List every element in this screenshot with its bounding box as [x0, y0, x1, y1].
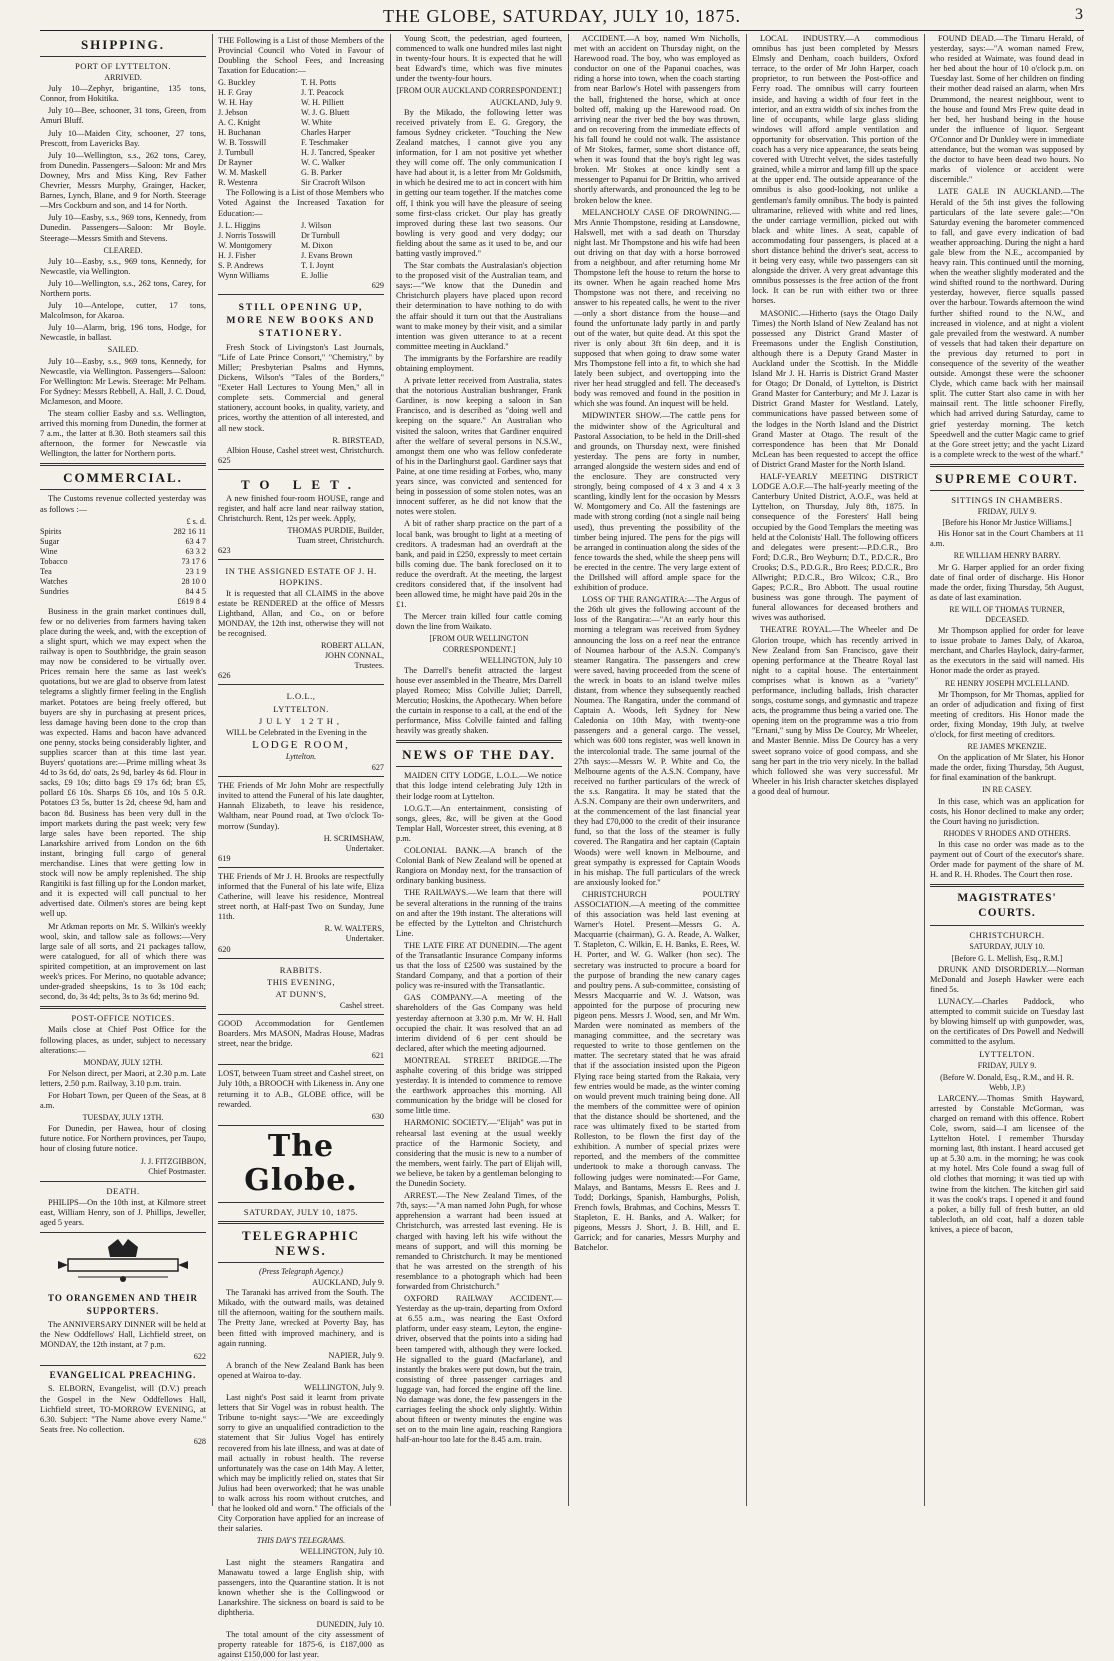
arrived-label: ARRIVED.: [104, 73, 142, 83]
news-item: HALF-YEARLY MEETING DISTRICT LODGE A.O.F.—The half-yearly meeting of the Canterbury United District, A.O.F., was held at Lyttelton, on Thursday, July 8th, 1875. In consequence of the Foresters' Hall being occupied by the Good Templars the meeting was held at the Colonists' Hall. The following officers and delegates were present:—P.D.C.R., Bro Ford; D.C.R., Bro Weyburn; D.T., P.D.C.R., Bro Crooks; D.S., P.D.G.R., Bro Rees; P.D.C.R., Bro Allwright; P.D.C.R., Bro Wilcox; C.R., Bro Gapes; P.C.R., Bro Abbott. The usual routine business was gone through. The payment of funeral allowances for deceased brothers and wives was authorised.: [752, 472, 918, 623]
masthead: [40, 6, 1084, 28]
news-item: LOSS OF THE RANGATIRA:—The Argus of the 26th ult gives the following account of the loss of the Rangatira:—"At an early hour this morning a telegram was received from Sydney announcing the loss on a reef near the entrance of Noumea harbour of the A.S.N. Company's steamer Rangatira. The passengers and crew were saved, having proceeded from the scene of the wreck in boats to an island twelve miles distant, from whence they subsequently reached Noumea. The Rangatira, under the command of Captain A. Woods, left Sydney for New Caledonia on 10th May, with twenty-one passengers and a general cargo. The vessel, which was 600 tons register, was well known in the intercolonial trade. The same journal of the 27th says:—Messrs W. P. White and Co, the Melbourne agents of the A.S.N. Company, have received no further particulars of the wreck of the s.s. Rangatira. It may be stated that the A.S.N. Company are their own underwriters, and at the commencement of the last financial year they had £70,000 to the credit of their insurance fund, so that the loss of the steamer is fully covered. The Rangatira and her captain (Captain Woods) were well known in Melbourne, and great sympathy is expressed for Captain Woods in his mishap. The full particulars of the wreck are anxiously looked for.": [574, 595, 740, 887]
ad-number: 628: [193, 1436, 206, 1446]
case-body: Mr Thompson, for Mr Thomas, applied for an order of adjudication and fixing of first meeting of creditors. His Honor made the order, fixing Monday, 19th July, at twelve o'clock, for first meeting of creditors.: [930, 689, 1084, 739]
port-heading: PORT OF LYTTELTON.: [74, 61, 172, 71]
news-item: COLONIAL BANK.—A branch of the Colonial Bank of New Zealand will be opened at Rangiora on Monday next, for the transaction of ordinary banking business.: [396, 846, 562, 886]
death-heading: DEATH.: [106, 1185, 140, 1196]
shipping-entry: July 10—Zephyr, brigantine, 135 tons, Connor, from Hokitika.: [40, 84, 206, 104]
shipping-entry: July 10—Antelope, cutter, 17 tons, Malcolmson, for Akaroa.: [40, 301, 206, 321]
lol-date: JULY 12TH,: [258, 715, 344, 726]
case-title: RE WILLIAM HENRY BARRY.: [953, 551, 1061, 561]
shipping-heading: SHIPPING.: [80, 37, 166, 52]
customs-intro: The Customs revenue collected yesterday was as follows :—: [40, 494, 206, 514]
commercial-heading: COMMERCIAL.: [63, 470, 183, 486]
column-divider: [568, 34, 569, 1506]
column-divider: [390, 34, 391, 1506]
news-paragraph: Young Scott, the pedestrian, aged fourteen, commenced to walk one hundred miles last night in twenty-four hours. It is expected that he will beat Edward's time, which was five minutes under the twenty-four hours.: [396, 34, 562, 84]
lyttelton-heading: LYTTELTON.: [979, 1049, 1035, 1060]
news-item: HARMONIC SOCIETY.—"Elijah" was put in rehearsal last evening at the usual weekly practice of the Harmonic Society, and considering that the music is new to a number of the members, went fairly. The part of Elijah will, we believe, be taken by a gentleman belonging to the Dunedin Society.: [396, 1118, 562, 1189]
column-6: [930, 34, 1084, 1506]
customs-table: [40, 517, 206, 607]
case-title: RE HENRY JOSEPH M'CLELLAND.: [944, 678, 1070, 688]
divider: [40, 463, 206, 466]
news-item: THE LATE FIRE AT DUNEDIN.—The agent of the Transatlantic Insurance Company informs us that the loss of £2500 was sustained by the Standard Company, and that a portion of their policy was re-insured with the Transatlantic.: [396, 940, 562, 991]
ad-number: 623: [218, 546, 231, 556]
shipping-entry: July 10—Easby, s.s., 969 tons, Kennedy, from Dunedin. Passengers—Saloon: Mr Boyle. Steerage—Messrs Smith and Stevens.: [40, 213, 206, 243]
news-item: MAIDEN CITY LODGE, L.O.L.—We notice that this lodge intend celebrating July 12th in their lodge room at Lyttelton.: [396, 771, 562, 801]
table-row: Tea 23 1 9: [40, 566, 206, 576]
shipping-entry: July 10—Wellington, s.s., 262 tons, Carey, from Dunedin. Passengers—Saloon: Mr and Mrs Downey, Mrs and Miss King, Rev Father Chevrier, Messrs Murphy, Grainger, Hacker, Barnes, Lynch, Blane, and 9 for North. Steerage—Mrs Cockburn and son, and 14 for North.: [40, 150, 206, 211]
telegram: A branch of the New Zealand Bank has been opened at Wairoa to-day.: [218, 1360, 384, 1380]
news-item: LOCAL INDUSTRY.—A commodious omnibus has just been completed by Messrs Elmsly and Denham, coach builders, Oxford terrace, to the order of Mr John Harper, coach proprietor, to run between the Post-office and Ferry road. The omnibus will carry fourteen inside, and having a width of four feet in the interior, and an extra width of six inches from the line of occupants, while large glass sliding windows will afford ample ventilation and opportunity for observation. This portion of the coach has a very nice appearance, the seats being covered with Utrecht velvet, the sides tastefully grained, while a mirror and lamp fill up the space at the upper end. The outside appearance of the omnibus is also good-looking, not unlike a gentleman's family omnibus. The body is painted ultramarine, relieved with white and red lines, the under carriage vermillion, picked out with black and white lines. A seat, capable of accommodating four passengers, is placed at a short distance behind the driver's seat, access to it being very easy, while two passengers can sit alongside the driver. A very great advantage this omnibus possesses is the free action of the front lock. It can be run with either two or three horses.: [752, 34, 918, 306]
column-3: [396, 34, 562, 1506]
shipping-entry: July 10—Easby, s.s., 969 tons, Kennedy, for Newcastle, via Wellington.: [40, 256, 206, 276]
rabbits-heading: RABBITS.: [279, 964, 323, 975]
dunns-street: Cashel street.: [339, 1000, 384, 1010]
table-row: Watches 28 10 0: [40, 576, 206, 586]
divider: [218, 1202, 384, 1203]
to-let-ad: [218, 472, 384, 561]
to-let-body: A new finished four-room HOUSE, range and register, and half acre land near railway station, Christchurch. Rent, 12s per week. Apply,: [218, 493, 384, 524]
to-let-address: Tuam street, Christchurch.: [296, 536, 384, 546]
mohr-funeral-notice: [218, 779, 384, 868]
table-row: Tobacco 73 17 6: [40, 556, 206, 566]
brooks-body: THE Friends of Mr J. H. Brooks are respectfully informed that the Funeral of his late wife, Eliza Catherine, will leave his residence, Montreal street north, at Half-past Two on Sunday, June 11th.: [218, 871, 384, 922]
evangelical-heading: EVANGELICAL PREACHING.: [49, 1370, 197, 1381]
orange-body: The ANNIVERSARY DINNER will be held at the New Oddfellows' Hall, Lichfield street, on MONDAY, the 12th instant, at 7 p.m.: [40, 1320, 206, 1350]
news-paragraph: The immigrants by the Forfarshire are readily obtaining employment.: [396, 353, 562, 373]
lost-body: LOST, between Tuam street and Cashel street, on July 10th, a BROOCH with Likeness in. Any one returning it to A.B., GLOBE office, will be rewarded.: [218, 1069, 384, 1109]
table-row: Sundries 84 4 5: [40, 586, 206, 596]
estate-heading: IN THE ASSIGNED ESTATE OF J. H. HOPKINS.: [225, 566, 377, 587]
estate-body: It is requested that all CLAIMS in the above estate be RENDERED at the office of Messrs Lightband, Allan, and Co., on or before MONDAY, the 12th inst, otherwise they will not be recognised.: [218, 588, 384, 638]
masthead-rule: [40, 30, 1084, 31]
table-row: Sugar 63 4 7: [40, 536, 206, 546]
customs-header: £ s. d.: [186, 516, 206, 526]
brooks-funeral-notice: [218, 870, 384, 959]
news-paragraph: A private letter received from Australia, states that the notorious Australian bushranger, Frank Gardiner, is now keeping a saloon in San Francisco, and is described as "doing well and keeping on the square." An Australian who visited the saloon, writes that Gardiner enquired after the welfare of several persons in N.S.W., amongst them one who was fellow confederate of his in the Darlinghurst gaol. Gardiner says that Paine, at one time residing at Forbes, who, many years since, was convicted and sentenced for being in possession of some stolen notes, was an innocent sufferer, as he did not know that the notes were stolen.: [396, 376, 562, 517]
dateline: WELLINGTON, July 9.: [304, 1382, 384, 1392]
columns: [40, 34, 1084, 1660]
column-divider: [924, 34, 925, 1506]
masthead-title: THE GLOBE, SATURDAY, JULY 10, 1875.: [382, 6, 742, 26]
telegram: Last night the steamers Rangatira and Manawatu towed a large English ship, with passengers, into the Quarantine station. It is not known whether she is the Collingwood or Lanarkshire. The sickness on board is said to be diphtheria.: [218, 1557, 384, 1618]
dateline: AUCKLAND, July 9.: [312, 1278, 384, 1288]
ad-number: 620: [218, 944, 231, 954]
dateline: AUCKLAND, July 9.: [490, 97, 562, 107]
case-title: IN RE CASEY.: [982, 785, 1032, 795]
case-body: In this case, which was an application for costs, his Honor declined to make any order; the Court having no jurisdiction.: [930, 796, 1084, 826]
divider: [218, 1262, 384, 1263]
books-ad: [218, 297, 384, 470]
divider: [930, 884, 1084, 887]
cleared-label: CLEARED.: [103, 245, 143, 255]
orange-heading: TO ORANGEMEN AND THEIR SUPPORTERS.: [48, 1293, 198, 1317]
court-item: DRUNK AND DISORDERLY.—Norman McDonald and Joseph Hawker were each fined 5s.: [930, 964, 1084, 994]
lol-ad: [218, 687, 384, 777]
table-row: Spirits 282 16 11: [40, 526, 206, 536]
shipping-entry: July 10—Easby, s.s., 969 tons, Kennedy, for Newcastle, via Wellington. Passengers—Saloon: For Wellington: Mr Lewis. Steerage: Mr Pelham. For Sydney: Messrs Rebbell, A. Hall, J. C. Doud, McJameson, and Moore.: [40, 356, 206, 406]
lost-ad: [218, 1067, 384, 1125]
shipping-entry: July 10—Bee, schooner, 31 tons, Green, from Amuri Bluff.: [40, 106, 206, 126]
books-heading: STILL OPENING UP, MORE NEW BOOKS AND STATIONERY.: [226, 302, 376, 339]
column-1: [40, 34, 206, 1506]
news-paragraph: A bit of rather sharp practice on the part of a local bank, was brought to light at a meeting of creditors. A tradesman had an overdraft at the bank, and paid in £250, expressly to meet certain bills coming due. The bank foreclosed on it to reduce the overdraft. At the meeting, the largest creditors considered that, if the insolvent had been allowed time, he might have paid 20s in the £1.: [396, 519, 562, 610]
ad-number: 622: [193, 1352, 206, 1362]
news-item: MELANCHOLY CASE OF DROWNING.—Mrs Annie Thompstone, residing at Lansdowne, Halswell, met with a sad death on Thursday night last. Mr Thompstone and his wife had been out driving on that day with a horse borrowed from a neighbour, and after returning home Mr Thompstone left the house to return the horse to its owner. When he again reached home Mrs Thompstone was not there, and receiving no answer to his repeated calls, he went to the river—only a short distance from the house—and found the unfortunate lady partly in and partly out of the water, but quite dead. At this spot the river is only about 3ft 6in deep, and it is supposed that when going to draw some water Mrs Thompstone fell into a fit, to which she had lately been subject, and overtopping into the river her head struggled and fell. The deceased's body was removed and found in the position in which she was found. An inquest will be held.: [574, 207, 740, 409]
ad-number: 621: [371, 1051, 384, 1061]
divider: [218, 1221, 384, 1224]
council-against-intro: The Following is a List of those Members who Voted Against the Increased Taxation for Education:—: [218, 188, 384, 218]
news-item: ARREST.—The New Zealand Times, of the 7th, says:—"A man named John Pugh, for whose apprehension a warrant had been issued at Christchurch, was arrested last evening. He is charged with having left his wife without the means of support, and will this morning be remanded to Christchurch. It may be mentioned that he was arrested on the strength of his resemblance to a photograph which had been forwarded from Christchurch.": [396, 1191, 562, 1291]
page-number: 3: [1075, 6, 1084, 23]
correspondent-heading: [FROM OUR AUCKLAND CORRESPONDENT.]: [396, 86, 562, 96]
telegram: The total amount of the city assessment of property rateable for 1875-6, is £187,000 as against £150,000 for last year.: [218, 1630, 384, 1660]
lol-lodge: LODGE ROOM,: [252, 738, 350, 751]
supreme-court-heading: SUPREME COURT.: [935, 470, 1079, 486]
news-item: OXFORD RAILWAY ACCIDENT.—Yesterday as the up-train, departing from Oxford at 6.55 a.m., was nearing the East Oxford platform, under easy steam, Leyton, the engine-driver, observed that the points into a siding had been tampered with, although they were locked. He signalled to the guard (Macfarlane), and instantly the brakes were put down, but the train, consisting of three passenger carriages and luggage van, had forced the engine off the line. No damage was done, the few passengers in the carriages feeling the shock only slightly. Within about fifteen or twenty minutes the engine was set on to the main line again, reaching Rangiora half-an-hour too late for the 8.45 a.m. train.: [396, 1294, 562, 1445]
news-item: THE RAILWAYS.—We learn that there will be several alterations in the running of the trains on and after the 19th instant. The alterations will be effected by the Lyttelton and Christchurch Line.: [396, 888, 562, 938]
shipping-note: The steam collier Easby and s.s. Wellington, arrived this morning from Dunedin, the former at 7 a.m., the latter at 8.30. Both steamers sail this afternoon, the former for Newcastle via Wellington, the latter for Northern ports.: [40, 409, 206, 459]
globe-nameplate: The Globe.: [244, 1128, 358, 1198]
customs-total: £619 8 4: [177, 596, 206, 606]
post-signature-title: Chief Postmaster.: [148, 1166, 206, 1176]
mohr-title: Undertaker.: [345, 843, 384, 853]
death-notice: PHILIPS—On the 10th inst, at Kilmore street east, William Henry, son of J. Phillips, Jeweller, aged 5 years.: [40, 1197, 206, 1227]
ad-number: 619: [218, 853, 231, 863]
telegram: The Taranaki has arrived from the South. The Mikado, with the outward mails, was detained till the afternoon, waiting for the southern mails. The Pretty Jane, wrecked at Poverty Bay, has been fitted with improved machinery, and is again running.: [218, 1288, 384, 1348]
column-2: [218, 34, 384, 1660]
news-item: LATE GALE IN AUCKLAND.—The Herald of the 5th inst gives the following particulars of the late severe gale:—"On Saturday evening the barometer commenced to fall, and gave every indication of bad weather approaching. During the night a hard gale blew from the N.E., accompanied by heavy rain. This continued until the morning, when the weather slightly moderated and the wind shifted round to the northward. During yesterday, however, fierce squalls passed over the harbour. Towards afternoon the wind further shifted round to the N.W., and increased in violence, and at night a violent gale prevailed from the westward. A number of vessels that had taken their departure on the previous day returned to port in consequence of the severity of the weather outside. Amongst these were the schooner Clyde, which came back with her mainsail split. The cutter Start also came in with her mainsail rent. The little schooner Firefly, which had arrived during Saturday, came to grief yesterday morning. The ketch Speedwell and the cutter Magic came to grief at the Gore street jetty; and the yacht Lizard is a complete wreck to the west of the wharf.": [930, 187, 1084, 459]
divider: [930, 490, 1084, 491]
divider: [40, 1232, 206, 1233]
column-5: [752, 34, 918, 1506]
news-item: ACCIDENT.—A boy, named Wm Nicholls, met with an accident on Thursday night, on the Harewood road. The boy, who was employed as conductor on one of the Papanui coaches, was riding a horse into town, when the coach starting from near Barlow's Hotel with passengers from the ball, frightened the horse, which at once bolted off, making up the Harewood road. On arriving near the river bed the boy was thrown, and on recovering from the immediate effects of his fall found he could not walk. The assistance of Mr Stokes, farmer, some short distance off, when it was found that the boy's right leg was broken. Mr Stokes at once kindly sent a messenger to Papanui for Dr Brittin, who arrived shortly afterwards, and pronounced the leg to be broken below the knee.: [574, 34, 740, 205]
books-address: Albion House, Cashel street west, Christchurch.: [226, 445, 384, 455]
lyttelton-before: (Before W. Donald, Esq., R.M., and H. R. Webb, J.P.): [940, 1072, 1074, 1092]
case-title: RE JAMES M'KENZIE.: [967, 742, 1047, 752]
telegraphic-heading: TELEGRAPHIC NEWS.: [241, 1227, 361, 1258]
dateline: WELLINGTON, July 10: [480, 655, 562, 665]
dunns-at: AT DUNN'S,: [275, 988, 327, 999]
to-let-signature: THOMAS PURDIE, Builder,: [287, 526, 384, 536]
court-item: LUNACY.—Charles Paddock, who attempted to commit suicide on Tuesday last by blowing himself up with gunpowder, was, on the certificates of Drs Powell and Nedwill committed to the asylum.: [930, 996, 1084, 1047]
dateline: NAPIER, July 9.: [328, 1350, 384, 1360]
dateline: WELLINGTON, July 10.: [300, 1547, 384, 1557]
divider: [396, 740, 562, 743]
ad-number: 629: [371, 280, 384, 290]
news-paragraph: By the Mikado, the following letter was received privately from E. G. Gregory, the famous Sydney cricketer. "Touching the New Zealand matches, I cannot give you any information, for I am not positive yet whether they will come off. The only communication I have had about it, is a letter from Mr Goldsmith, in which he desired me to act in concert with him in getting our team together. If the matches come off, I think you will have the pleasure of seeing some first-class cricket. Our play has greatly improved during these last two seasons. Our bowling is very good and very dodgy; our fielding about the same as it used to be, and our batting vastly improved.": [396, 107, 562, 258]
column-divider: [746, 34, 747, 1506]
lol-lodge-place: Lyttelton.: [285, 751, 317, 761]
news-item: CHRISTCHURCH POULTRY ASSOCIATION.—A meeting of the committee of this association was held last evening at Warner's Hotel. Present—Messrs G. A. Macquarrie (chairman), G. A. Reade, A. Walker, T. Stapleton, C. Wilkin, E. H. Banks, E. Rees, W. H. Porter, and W. G. Walker (hon sec). The secretary was instructed to procure a board for the purpose of branding the new canary cages and poultry pens. A sub-committee, consisting of Messrs Macquarrie and W. J. Watson, was appointed for the purpose of procuring new pigeon pens. Messrs J. Wood, sen, and Mr Wm. Marden were nominated as members of the managing committee, and the secretary was requested to write to those gentlemen on the matter. The secretary stated that he was afraid that if the association insisted upon the Pigeon Flying race being started from the Rakaia, very few entries would be made, as the winter coming on would prevent much training being done. All the members of the committee were of opinion that the distance should be shortened, and the race was ultimately fixed to be started from Rolleston, to be flown the first day of the exhibition. A number of special prizes were reported, and the members of the committee undertook to make a thorough canvass. The following judges were nominated:—For Game, Malays, and Bantams, Messrs E. Rees and J. Todd; Dorkings, Spanish, Hamburghs, Polish, French fowls, Brahmas, and Cochins, Messrs T. Stapleton, E. H. Banks, and A. Walker; for pigeons, Messrs J. Short, J. B. Hill, and E. Garrick; and for canaries, Messrs Murphy and Batchelor.: [574, 889, 740, 1253]
lol-place: LYTTELTON.: [273, 703, 329, 714]
post-tuesday: TUESDAY, JULY 13TH.: [82, 1113, 164, 1123]
news-item: MIDWINTER SHOW.—The cattle pens for the midwinter show of the Agricultural and Pastoral Association, to be held in the Drill-shed and grounds, on Thursday next, were finished yesterday. The pens are forty in number, arranged alongside the western sides and end of the enclosure. They are constructed very strongly, being composed of 4 x 3 and 4 x 3 scantling, kindly lent for the occasion by Messrs W. Montgomery and Co. All the fastenings are made with strong cording (not a single nail being used), thus preventing the possibility of the timber being injured. The pens for the pigs will be arranged in continuation along the sides of the fence towards the shed, while the sheep pens will be erected in the centre. The very large extent of the Drillshed will afford ample space for the exhibition of produce.: [574, 411, 740, 593]
council-list: [218, 34, 384, 295]
ad-number: 627: [371, 763, 384, 773]
divider: [40, 1006, 206, 1009]
christchurch-before: [Before G. L. Mellish, Esq., R.M.]: [951, 953, 1063, 963]
evangelical-body: S. ELBORN, Evangelist, will (D.V.) preach the Gospel in the New Oddfellows Hall, Lichfield street, TO-MORROW EVENING, at 6.30. Subject: "The Name above every Name." Seats free. No collection.: [40, 1384, 206, 1434]
ad-number: 626: [218, 671, 231, 681]
news-item: GAS COMPANY.—A meeting of the shareholders of the Gas Company was held yesterday afternoon at 3.30 p.m. Mr W. H. Hall occupied the chair. It was resolved that an ad interim dividend of 6 per cent should be declared, after which the meeting adjourned.: [396, 993, 562, 1053]
lol-body: WILL be Celebrated in the Evening in the: [226, 727, 367, 737]
magistrates-heading: MAGISTRATES' COURTS.: [957, 892, 1057, 920]
telegraphic-agency: (Press Telegraph Agency.): [259, 1266, 343, 1276]
estate-trustees: Trustees.: [354, 661, 384, 671]
case-title: RE WILL OF THOMAS TURNER, DECEASED.: [949, 604, 1065, 624]
post-intro: Mails close at Chief Post Office for the following places, as under, subject to necessary alterations:—: [40, 1025, 206, 1055]
divider: [930, 464, 1084, 467]
case-body: On the application of Mr Slater, his Honor made the order, fixing Thursday, 5th August, for final examination of the bankrupt.: [930, 753, 1084, 783]
news-item: I.O.G.T.—An entertainment, consisting of songs, glees, &c, will be given at the Good Templar Hall, Worcester street, this evening, at 8 p.m.: [396, 803, 562, 843]
case-body: In this case no order was made as to the payment out of Court of the executor's share. Order made for payment of the share of M. H. and R. H. Rhodes. The Court then rose.: [930, 839, 1084, 880]
case-body: Mr Thompson applied for order for leave to issue probate to James Daly, of Akaroa, merchant, and Charles Haylock, dairy-farmer, as the executors in the said will named. His Honor made the order as prayed.: [930, 626, 1084, 676]
post-monday-body: For Nelson direct, per Maori, at 2.30 p.m. Late letters, 2.50 p.m. Railway, 3.10 p.m. train.: [40, 1068, 206, 1088]
dunns-heading: THIS EVENING,: [266, 976, 336, 987]
lol-heading: L.O.L.,: [286, 691, 316, 702]
mohr-body: THE Friends of Mr John Mohr are respectfully invited to attend the Funeral of his late daughter, Hannah Elizabeth, to leave his residence, Waltham, near Pound road, at Two o'clock To-morrow (Sunday).: [218, 781, 384, 831]
correspondent-heading: [FROM OUR WELLINGTON CORRESPONDENT.]: [429, 634, 529, 654]
divider: [930, 925, 1084, 926]
sailed-label: SAILED.: [107, 345, 139, 355]
this-days-telegrams: THIS DAY'S TELEGRAMS.: [256, 1536, 346, 1546]
post-tuesday-body: For Dunedin, per Hawea, hour of closing future notice. For Northern provinces, per Taupo, hour of closing future notice.: [40, 1124, 206, 1154]
column-divider: [212, 34, 213, 1506]
estate-signature: JOHN CONNAL,: [324, 651, 384, 661]
post-signature: J. J. FITZGIBBON,: [140, 1156, 206, 1166]
chambers-date: FRIDAY, JULY 9.: [977, 507, 1037, 517]
to-let-heading: TO LET.: [240, 476, 362, 492]
christchurch-heading: CHRISTCHURCH.: [969, 930, 1045, 941]
chambers-intro: His Honor sat in the Court Chambers at 11 a.m.: [930, 529, 1084, 549]
case-body: Mr G. Harper applied for an order fixing date of final order of discharge. His Honor made the order, fixing Thursday, 5th August, as date of last examination.: [930, 562, 1084, 602]
ad-number: 625: [218, 455, 231, 465]
council-intro: THE Following is a List of those Members of the Provincial Council who Voted in Favour of Doubling the School Fees, and Increasing Taxation for Education:—: [218, 36, 384, 76]
column-4: [574, 34, 740, 1506]
divider: [396, 766, 562, 767]
table-row: Wine 63 3 2: [40, 546, 206, 556]
post-office-heading: POST-OFFICE NOTICES.: [71, 1013, 175, 1024]
boarders-body: GOOD Accommodation for Gentlemen Boarders. Mrs MASON, Madras House, Madras street, near the bridge.: [218, 1019, 384, 1049]
commercial-body: Business in the grain market continues dull, few or no deliveries from farmers having taken place during the week, and, with the exception of a slight spurt, which we may expect when the railway is open to Southbridge, the grain season may now be considered to be virtually over. Prices remain here the same as last week's quotations, but we are glad to observe from latest telegrams a slightly firmer feeling in the English market. Potatoes are being freely offered, but buyers are shy in purchasing at present prices, less damage having been done to the crop than was expected. Hams and bacon have advanced one penny, stocks being considerably lighter, and supplies scarcer than at this time last year. Buyers' quotations are:—Prime milling wheat 3s 4d to 3s 6d, do' oats, 2s 9d, barley 4s 6d. Flour in sacks, £9 10s; ditto bags £9 17s 6d; bran £5, pollard £6 10s. Sharps £6 10s, and 10s 5 0.R. Potatoes £3 5s, butter 1s 2d, cheese 9d, ham and bacon 8d. Business has been very dull in the import markets during the past week; very few large sales have been reported. The ship Lanarkshire arrived from London on the 6th instant, bringing full cargo of general merchandise. Lines that were getting low in stock will now be amply replenished. The ship Rangitiki is fast filling up for the London market, and it is expected will call punctual to her advertised date. Oilmen's stores are being kept well up.: [40, 606, 206, 919]
chambers-before: [Before his Honor Mr Justice Williams.]: [942, 518, 1072, 528]
christchurch-date: SATURDAY, JULY 10.: [969, 942, 1045, 952]
rabbits-ad: [218, 961, 384, 1015]
news-paragraph: The Mercer train killed four cattle coming down the line from Waikato.: [396, 612, 562, 632]
shipping-entry: July 10—Alarm, brig, 196 tons, Hodge, for Newcastle, in ballast.: [40, 323, 206, 343]
crown-banner-icon: [48, 1237, 198, 1285]
news-of-the-day-heading: NEWS OF THE DAY.: [402, 747, 556, 763]
news-paragraph: The Darrell's benefit attracted the largest house ever assembled in the Theatre, Mrs Darrell played Romeo; Miss Colville Juliet; Darrell, Mercutio; Hoskins, the Apothecary. When before the curtain in response to a call, at the end of the performance, Miss Colville fainted and falling heavily was greatly shaken.: [396, 665, 562, 736]
divider: [40, 489, 206, 490]
chambers-heading: SITTINGS IN CHAMBERS.: [951, 494, 1063, 505]
news-item: THEATRE ROYAL.—The Wheeler and De Glorion troupe, which has recently arrived in New Zealand from San Francisco, gave their opening performance at the Theatre Royal last night to a capital house. The entertainment comprises what is known as a "variety" performance, including ballads, Irish character songs, costume songs, and gymnastic and trapeze acts, the programme thus being a varied one. The opening item on the programme was a trio from "Ernani," sung by Miss De Courcy, Mr Wheeler, and Master Bennie. Miss De Courcy has a very sweet soprano voice of good compass, and she sang her part in the trio very nicely. In the ballad which followed she was very successful. Mr Wheeler in his Irish character sketches displayed a good deal of humour.: [752, 625, 918, 796]
post-monday: MONDAY, JULY 12TH.: [83, 1057, 163, 1067]
globe-date: SATURDAY, JULY 10, 1875.: [243, 1206, 359, 1217]
books-signature: R. BIRSTEAD,: [332, 435, 384, 445]
council-against-names: J. L. Higgins J. Wilson J. Norris Tosswill Dr Turnbull W. Montgomery M. Dixon H. J. Fisher J. Evans Brown S. P. Andrews T. I. Joynt Wynn Williams E. Jollie: [218, 220, 353, 280]
dateline: DUNEDIN, July 10.: [316, 1620, 384, 1630]
ad-number: 630: [371, 1111, 384, 1121]
mohr-signature: H. SCRIMSHAW,: [323, 833, 384, 843]
telegram: Last night's Post said it learnt from private letters that Sir Vogel was in robust health. The Tribune to-night says:—"We are exceedingly sorry to give an unqualified contradiction to the statement that Sir Julius Vogel has entirely recovered from his late illness, and was at date of mail actually in robust health. The reverse unfortunately was the case on 14th May. A letter, which may be implicitly relied on, states that Sir Julius had been overworked; that he was unable to walk across his room without crutches, and that he looked old and worn." The officials of the City Corporation have applied for an increase of their salaries.: [218, 1393, 384, 1534]
news-item: MASONIC.—Hitherto (says the Otago Daily Times) the North Island of New Zealand has not possessed any District Grand Master of Freemasons under the English Constitution, although there is a Deputy Grand Master in Auckland under the Scottish. In the Middle Island Mr J. H. Harris is District Grand Master for Otago; Dr Donald, of Lyttelton, is District Grand Master for Canterbury; and Mr J. Lazar is District Grand Master for Westland. Lately, communications have passed between some of the lodges in the North Island and the District Grand Master at Otago. The result of the correspondence has been that Mr Donald McLean has been requested to accept the office of District Grand Master for the North Island.: [752, 308, 918, 469]
court-item: LARCENY.—Thomas Smith Hayward, arrested by Constable McGorman, was charged on remand with this offence. Robert Cole, sworn, said—I am licensee of the Lyttelton Hotel. I remember Thursday morning last, 8th instant. I heard accused get up at 5.30 a.m. in the morning; he was cook at my hotel. Mrs Cole found a swag full of old clothes that morning; it was tied up with twine from the kitchen. The kitchen girl said it was the cook's traps. I opened it and found a poker, a billy full of fresh butter, an old tablecloth, an old coat, half a dozen table knives, a piece of bacon,: [930, 1093, 1084, 1234]
books-body: Fresh Stock of Livingston's Last Journals, "Life of Late Prince Consort," "Chemistry," by Miller; Presbyterian Psalms and Hymns, Dickens, Wilson's "Tales of the Borders," "Exeter Hall Lectures to Young Men," all in complete sets. Commercial and general stationery, account books, in quality, variety, and prices, worthy the attention of all interested, and all new stock.: [218, 342, 384, 433]
wool-sale-body: Mr Atkman reports on Mr. S. Wilkin's weekly wool, skin, and tallow sale as follows:—Very large sale of all sorts, and 21 packages tallow, were catalogued, for all of which there was spirited competition, at an improvement on last week's prices. For Merino, no quotable advance; under-graded sheepskins, 1s to 3s 10d each; second, do, 3s 4d; pelts, 3s to 3s 6d; merino 9d.: [40, 921, 206, 1002]
council-for-names: G. Buckley T. H. Potts H. F. Gray J. T. Peacock W. H. Hay W. H. Pilliett J. Jebson W. J. G. Bluett A. C. Knight W. White H. Buchanan Charles Harper W. B. Tosswill F. Teschmaker J. Turnbull H. J. Tancred, Speaker Dr Rayner W. C. Walker W. M. Maskell G. B. Parker R. Westenra Sir Cracroft Wilson: [218, 78, 375, 188]
divider: [40, 1181, 206, 1182]
estate-signature: ROBERT ALLAN,: [320, 641, 384, 651]
news-item: MONTREAL STREET BRIDGE.—The asphalte covering of this bridge was stripped yesterday. It is intended to commence to remove the earthwork approaches this morning. All communication by the bridge will be closed for some little time.: [396, 1055, 562, 1116]
shipping-entry: July 10—Maiden City, schooner, 27 tons, Prescott, from Lavericks Bay.: [40, 128, 206, 148]
orangemen-ad: [40, 1287, 206, 1366]
brooks-signature: R. W. WALTERS,: [324, 924, 384, 934]
estate-ad: [218, 562, 384, 685]
post-hobart: For Hobart Town, per Queen of the Seas, at 8 a.m.: [40, 1090, 206, 1111]
shipping-entry: July 10—Wellington, s.s., 262 tons, Carey, for Northern ports.: [40, 278, 206, 298]
lyttelton-date: FRIDAY, JULY 9.: [977, 1061, 1037, 1071]
case-title: RHODES V RHODES AND OTHERS.: [943, 828, 1071, 838]
divider: [40, 56, 206, 57]
brooks-title: Undertaker.: [345, 934, 384, 944]
boarders-ad: [218, 1017, 384, 1065]
news-item: FOUND DEAD.—The Timaru Herald, of yesterday, says:—"A woman named Frew, who resided at Waimate, was found dead in her bed about the hour of 10 o'clock p.m. on Tuesday last. Some of her children on finding their mother dead raised an alarm, when Mrs Drummond, the nearest neighbour, went to the house and found Mrs Frew quite dead in her bed, her husband being in the house under the influence of liquor. Sergeant O'Connor and Dr Dunkley were in immediate attendance, but the woman was supposed by the doctor to have been dead two hours. No marks of violence or accident were discernible.": [930, 34, 1084, 185]
news-paragraph: The Star combats the Australasian's objection to the proposed visit of the Australian team, and says:—"We know that the Dunedin and Christchurch players have placed upon record their determination to have nothing to do with the affair should it turn out that the Australians want to make money by their visit, and a similar intention was given utterance to at a recent committee meeting in Auckland.": [396, 261, 562, 351]
